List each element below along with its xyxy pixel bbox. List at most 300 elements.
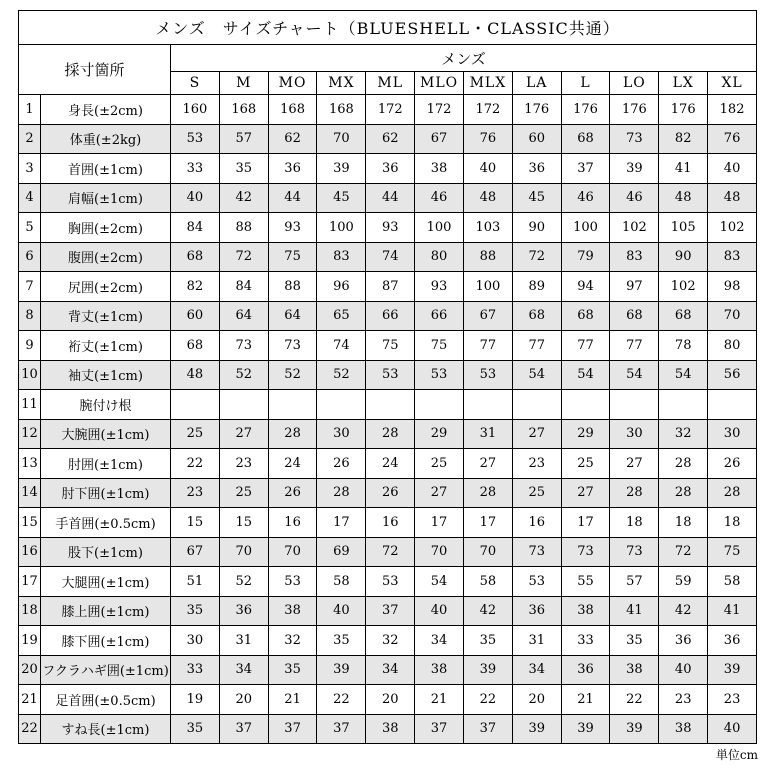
value-cell: 70 <box>268 537 317 567</box>
table-row <box>19 478 757 508</box>
value-cell: 31 <box>219 626 268 656</box>
value-cell: 88 <box>268 272 317 302</box>
row-number: 21 <box>19 685 41 715</box>
value-cell: 69 <box>317 537 366 567</box>
value-cell: 32 <box>659 419 708 449</box>
measure-label: 身長(±2cm) <box>41 95 171 125</box>
value-cell: 73 <box>512 537 561 567</box>
value-cell: 73 <box>561 537 610 567</box>
value-cell: 72 <box>366 537 415 567</box>
value-cell: 53 <box>268 567 317 597</box>
value-cell: 42 <box>463 596 512 626</box>
value-cell: 54 <box>561 360 610 390</box>
value-cell: 26 <box>317 449 366 479</box>
value-cell: 54 <box>659 360 708 390</box>
value-cell: 73 <box>268 331 317 361</box>
value-cell: 73 <box>610 537 659 567</box>
value-cell: 26 <box>366 478 415 508</box>
unit-note: 単位cm <box>715 748 758 762</box>
value-cell: 40 <box>171 183 220 213</box>
value-cell: 62 <box>268 124 317 154</box>
value-cell: 176 <box>561 95 610 125</box>
value-cell: 70 <box>463 537 512 567</box>
value-cell: 48 <box>171 360 220 390</box>
value-cell: 39 <box>463 655 512 685</box>
value-cell: 83 <box>708 242 757 272</box>
value-cell: 25 <box>512 478 561 508</box>
value-cell: 182 <box>708 95 757 125</box>
row-number: 2 <box>19 124 41 154</box>
measure-label: 膝下囲(±1cm) <box>41 626 171 656</box>
value-cell: 36 <box>561 655 610 685</box>
value-cell: 102 <box>610 213 659 243</box>
measure-label: 胸囲(±2cm) <box>41 213 171 243</box>
value-cell: 40 <box>317 596 366 626</box>
value-cell: 48 <box>708 183 757 213</box>
size-header: ML <box>366 72 415 95</box>
row-number: 16 <box>19 537 41 567</box>
size-header: MLX <box>463 72 512 95</box>
value-cell: 70 <box>219 537 268 567</box>
value-cell: 34 <box>415 626 464 656</box>
value-cell: 67 <box>171 537 220 567</box>
measure-label: 肘囲(±1cm) <box>41 449 171 479</box>
value-cell: 39 <box>512 714 561 744</box>
value-cell: 41 <box>659 154 708 184</box>
value-cell: 68 <box>610 301 659 331</box>
value-cell: 68 <box>512 301 561 331</box>
table-row <box>19 508 757 538</box>
table-row <box>19 685 757 715</box>
value-cell <box>268 390 317 420</box>
value-cell: 40 <box>463 154 512 184</box>
value-cell: 34 <box>366 655 415 685</box>
value-cell: 46 <box>415 183 464 213</box>
value-cell: 38 <box>659 714 708 744</box>
size-header: MO <box>268 72 317 95</box>
value-cell: 76 <box>708 124 757 154</box>
value-cell <box>415 390 464 420</box>
measure-label: 首囲(±1cm) <box>41 154 171 184</box>
row-number: 7 <box>19 272 41 302</box>
value-cell: 53 <box>415 360 464 390</box>
value-cell: 77 <box>610 331 659 361</box>
value-cell: 68 <box>171 242 220 272</box>
value-cell: 160 <box>171 95 220 125</box>
value-cell: 176 <box>659 95 708 125</box>
value-cell: 36 <box>366 154 415 184</box>
value-cell: 52 <box>268 360 317 390</box>
value-cell: 37 <box>268 714 317 744</box>
table-row <box>19 301 757 331</box>
value-cell: 28 <box>659 449 708 479</box>
value-cell: 90 <box>659 242 708 272</box>
value-cell <box>512 390 561 420</box>
value-cell: 82 <box>171 272 220 302</box>
value-cell: 84 <box>171 213 220 243</box>
table-row <box>19 567 757 597</box>
value-cell: 66 <box>415 301 464 331</box>
value-cell: 23 <box>171 478 220 508</box>
value-cell: 22 <box>463 685 512 715</box>
row-number: 11 <box>19 390 41 420</box>
value-cell: 28 <box>463 478 512 508</box>
value-cell: 35 <box>219 154 268 184</box>
value-cell: 48 <box>463 183 512 213</box>
value-cell: 87 <box>366 272 415 302</box>
value-cell: 37 <box>317 714 366 744</box>
value-cell: 38 <box>366 714 415 744</box>
value-cell: 90 <box>512 213 561 243</box>
value-cell: 45 <box>317 183 366 213</box>
value-cell: 26 <box>708 449 757 479</box>
measure-label: 腹囲(±2cm) <box>41 242 171 272</box>
measure-label: 尻囲(±2cm) <box>41 272 171 302</box>
value-cell: 58 <box>317 567 366 597</box>
value-cell: 72 <box>219 242 268 272</box>
size-header: LA <box>512 72 561 95</box>
value-cell: 70 <box>708 301 757 331</box>
value-cell: 74 <box>366 242 415 272</box>
value-cell: 38 <box>561 596 610 626</box>
value-cell: 72 <box>659 537 708 567</box>
value-cell: 36 <box>708 626 757 656</box>
value-cell: 36 <box>512 154 561 184</box>
value-cell: 70 <box>415 537 464 567</box>
value-cell: 23 <box>219 449 268 479</box>
value-cell: 36 <box>219 596 268 626</box>
value-cell: 80 <box>708 331 757 361</box>
value-cell: 57 <box>610 567 659 597</box>
value-cell: 54 <box>415 567 464 597</box>
value-cell <box>610 390 659 420</box>
value-cell: 38 <box>415 154 464 184</box>
value-cell <box>708 390 757 420</box>
row-number: 15 <box>19 508 41 538</box>
value-cell: 75 <box>268 242 317 272</box>
value-cell: 17 <box>463 508 512 538</box>
value-cell: 21 <box>415 685 464 715</box>
value-cell: 27 <box>610 449 659 479</box>
value-cell: 176 <box>512 95 561 125</box>
value-cell: 37 <box>415 714 464 744</box>
value-cell: 37 <box>219 714 268 744</box>
value-cell: 38 <box>610 655 659 685</box>
row-number: 10 <box>19 360 41 390</box>
value-cell: 31 <box>512 626 561 656</box>
value-cell: 36 <box>512 596 561 626</box>
value-cell: 20 <box>219 685 268 715</box>
value-cell: 168 <box>268 95 317 125</box>
measure-label: 背丈(±1cm) <box>41 301 171 331</box>
size-header: MX <box>317 72 366 95</box>
value-cell: 27 <box>415 478 464 508</box>
value-cell: 28 <box>268 419 317 449</box>
value-cell: 44 <box>366 183 415 213</box>
value-cell: 34 <box>512 655 561 685</box>
value-cell: 40 <box>415 596 464 626</box>
value-cell: 18 <box>610 508 659 538</box>
value-cell: 53 <box>171 124 220 154</box>
value-cell: 77 <box>561 331 610 361</box>
measure-column-header: 採寸箇所 <box>19 45 171 95</box>
value-cell: 29 <box>415 419 464 449</box>
value-cell: 100 <box>317 213 366 243</box>
value-cell: 35 <box>268 655 317 685</box>
value-cell: 28 <box>366 419 415 449</box>
value-cell: 168 <box>219 95 268 125</box>
value-cell: 53 <box>512 567 561 597</box>
row-number: 13 <box>19 449 41 479</box>
value-cell: 42 <box>659 596 708 626</box>
value-cell: 105 <box>659 213 708 243</box>
value-cell: 29 <box>561 419 610 449</box>
value-cell: 75 <box>415 331 464 361</box>
row-number: 19 <box>19 626 41 656</box>
value-cell: 23 <box>708 685 757 715</box>
size-header: LO <box>610 72 659 95</box>
value-cell: 33 <box>561 626 610 656</box>
row-number: 22 <box>19 714 41 744</box>
value-cell: 21 <box>561 685 610 715</box>
size-header: L <box>561 72 610 95</box>
mens-group-header: メンズ <box>171 45 757 72</box>
chart-title: メンズ サイズチャート（BLUESHELL・CLASSIC共通） <box>19 11 757 45</box>
value-cell: 23 <box>659 685 708 715</box>
value-cell: 30 <box>317 419 366 449</box>
value-cell: 82 <box>659 124 708 154</box>
value-cell: 20 <box>366 685 415 715</box>
value-cell: 172 <box>415 95 464 125</box>
value-cell: 39 <box>610 714 659 744</box>
value-cell: 76 <box>463 124 512 154</box>
value-cell: 54 <box>610 360 659 390</box>
table-row <box>19 596 757 626</box>
value-cell: 25 <box>171 419 220 449</box>
value-cell: 25 <box>415 449 464 479</box>
value-cell: 39 <box>317 154 366 184</box>
measure-label: 足首囲(±0.5cm) <box>41 685 171 715</box>
value-cell: 172 <box>463 95 512 125</box>
table-row <box>19 95 757 125</box>
value-cell: 23 <box>512 449 561 479</box>
value-cell: 33 <box>171 655 220 685</box>
measure-label: 肩幅(±1cm) <box>41 183 171 213</box>
value-cell: 80 <box>415 242 464 272</box>
row-number: 8 <box>19 301 41 331</box>
value-cell: 36 <box>268 154 317 184</box>
table-row <box>19 331 757 361</box>
table-row <box>19 419 757 449</box>
value-cell: 102 <box>659 272 708 302</box>
value-cell: 30 <box>708 419 757 449</box>
value-cell: 68 <box>561 124 610 154</box>
value-cell: 83 <box>610 242 659 272</box>
value-cell: 93 <box>366 213 415 243</box>
value-cell: 52 <box>219 360 268 390</box>
table-row <box>19 213 757 243</box>
value-cell: 39 <box>610 154 659 184</box>
size-header: XL <box>708 72 757 95</box>
value-cell: 93 <box>268 213 317 243</box>
value-cell: 37 <box>366 596 415 626</box>
value-cell: 97 <box>610 272 659 302</box>
value-cell: 24 <box>268 449 317 479</box>
measure-label: 膝上囲(±1cm) <box>41 596 171 626</box>
value-cell: 65 <box>317 301 366 331</box>
value-cell: 64 <box>219 301 268 331</box>
value-cell: 102 <box>708 213 757 243</box>
value-cell: 59 <box>659 567 708 597</box>
value-cell: 22 <box>317 685 366 715</box>
measure-label: 腕付け根 <box>41 390 171 420</box>
value-cell: 34 <box>219 655 268 685</box>
value-cell: 168 <box>317 95 366 125</box>
value-cell <box>219 390 268 420</box>
value-cell: 22 <box>171 449 220 479</box>
value-cell: 58 <box>463 567 512 597</box>
value-cell: 28 <box>659 478 708 508</box>
value-cell: 176 <box>610 95 659 125</box>
value-cell: 51 <box>171 567 220 597</box>
row-number: 5 <box>19 213 41 243</box>
value-cell: 78 <box>659 331 708 361</box>
row-number: 9 <box>19 331 41 361</box>
value-cell: 18 <box>708 508 757 538</box>
value-cell: 75 <box>708 537 757 567</box>
value-cell <box>659 390 708 420</box>
value-cell: 56 <box>708 360 757 390</box>
value-cell <box>366 390 415 420</box>
value-cell: 48 <box>659 183 708 213</box>
value-cell: 28 <box>317 478 366 508</box>
value-cell: 18 <box>659 508 708 538</box>
value-cell: 94 <box>561 272 610 302</box>
row-number: 12 <box>19 419 41 449</box>
table-row <box>19 124 757 154</box>
value-cell: 32 <box>366 626 415 656</box>
value-cell: 96 <box>317 272 366 302</box>
measure-label: 肘下囲(±1cm) <box>41 478 171 508</box>
value-cell: 73 <box>219 331 268 361</box>
measure-label: 裄丈(±1cm) <box>41 331 171 361</box>
value-cell: 37 <box>561 154 610 184</box>
value-cell: 55 <box>561 567 610 597</box>
table-row <box>19 537 757 567</box>
value-cell: 53 <box>366 360 415 390</box>
value-cell: 42 <box>219 183 268 213</box>
value-cell: 27 <box>463 449 512 479</box>
value-cell: 52 <box>317 360 366 390</box>
value-cell: 37 <box>463 714 512 744</box>
value-cell: 52 <box>219 567 268 597</box>
value-cell: 15 <box>171 508 220 538</box>
value-cell: 88 <box>219 213 268 243</box>
value-cell: 28 <box>708 478 757 508</box>
value-cell: 88 <box>463 242 512 272</box>
value-cell: 25 <box>219 478 268 508</box>
row-number: 4 <box>19 183 41 213</box>
value-cell: 25 <box>561 449 610 479</box>
value-cell: 46 <box>610 183 659 213</box>
value-cell: 58 <box>708 567 757 597</box>
value-cell: 35 <box>610 626 659 656</box>
size-chart <box>18 10 756 744</box>
row-number: 6 <box>19 242 41 272</box>
size-header: M <box>219 72 268 95</box>
value-cell: 16 <box>512 508 561 538</box>
value-cell: 74 <box>317 331 366 361</box>
value-cell: 60 <box>512 124 561 154</box>
measure-label: フクラハギ囲(±1cm) <box>41 655 171 685</box>
value-cell: 28 <box>610 478 659 508</box>
value-cell: 40 <box>708 154 757 184</box>
row-number: 3 <box>19 154 41 184</box>
value-cell: 68 <box>171 331 220 361</box>
table-row <box>19 183 757 213</box>
table-row <box>19 154 757 184</box>
row-number: 18 <box>19 596 41 626</box>
value-cell: 64 <box>268 301 317 331</box>
table-row <box>19 360 757 390</box>
value-cell: 30 <box>610 419 659 449</box>
value-cell: 89 <box>512 272 561 302</box>
value-cell: 39 <box>317 655 366 685</box>
value-cell: 77 <box>512 331 561 361</box>
value-cell: 40 <box>659 655 708 685</box>
value-cell: 27 <box>561 478 610 508</box>
row-number: 14 <box>19 478 41 508</box>
value-cell: 57 <box>219 124 268 154</box>
size-header: LX <box>659 72 708 95</box>
value-cell: 172 <box>366 95 415 125</box>
row-number: 1 <box>19 95 41 125</box>
table-row <box>19 714 757 744</box>
measure-label: すね長(±1cm) <box>41 714 171 744</box>
table-row <box>19 626 757 656</box>
value-cell: 35 <box>463 626 512 656</box>
value-cell: 73 <box>610 124 659 154</box>
measure-label: 体重(±2kg) <box>41 124 171 154</box>
value-cell: 39 <box>708 655 757 685</box>
value-cell: 16 <box>268 508 317 538</box>
table-row <box>19 390 757 420</box>
value-cell: 33 <box>171 154 220 184</box>
value-cell: 22 <box>610 685 659 715</box>
size-header: S <box>171 72 220 95</box>
value-cell: 16 <box>366 508 415 538</box>
value-cell <box>561 390 610 420</box>
value-cell: 68 <box>561 301 610 331</box>
measure-label: 股下(±1cm) <box>41 537 171 567</box>
value-cell: 35 <box>171 596 220 626</box>
value-cell: 41 <box>610 596 659 626</box>
value-cell: 77 <box>463 331 512 361</box>
measure-label: 手首囲(±0.5cm) <box>41 508 171 538</box>
value-cell: 70 <box>317 124 366 154</box>
value-cell: 75 <box>366 331 415 361</box>
value-cell: 84 <box>219 272 268 302</box>
row-number: 17 <box>19 567 41 597</box>
value-cell: 17 <box>415 508 464 538</box>
size-table <box>18 10 757 744</box>
value-cell: 83 <box>317 242 366 272</box>
value-cell: 66 <box>366 301 415 331</box>
size-header: MLO <box>415 72 464 95</box>
value-cell: 100 <box>561 213 610 243</box>
value-cell: 26 <box>268 478 317 508</box>
value-cell: 38 <box>268 596 317 626</box>
